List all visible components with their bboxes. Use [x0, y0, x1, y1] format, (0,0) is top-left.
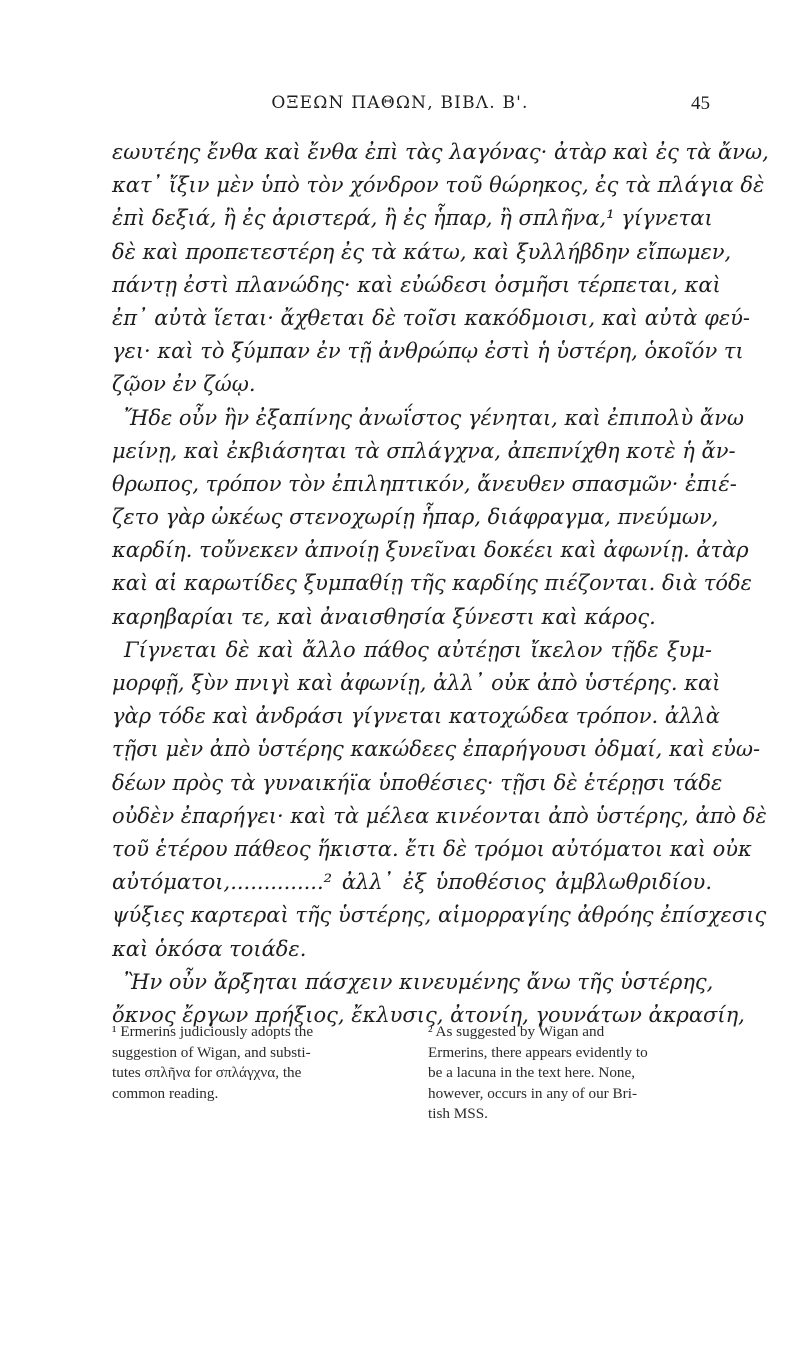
footnote-2	[428, 1022, 713, 1125]
text-line: γει· καὶ τὸ ξύμπαν ἐν τῇ ἀνθρώπῳ ἐστὶ ἡ ὑστέρη, ὁκοῖόν τι	[112, 339, 744, 364]
text-line: ὄκνος ἔργων πρήξιος, ἔκλυσις, ἀτονίη, γουνάτων ἀκρασίη,	[112, 1002, 745, 1027]
footnote-line: Ermerins, there appears evidently to	[428, 1043, 648, 1061]
footnote-line: tish MSS.	[428, 1105, 488, 1122]
text-line: ἐπ᾽ αὐτὰ ἵεται· ἄχθεται δὲ τοῖσι κακόδμοισι, καὶ αὐτὰ φεύ-	[112, 305, 750, 330]
footnote-line: common reading.	[112, 1084, 219, 1102]
footnote-line: suggestion of Wigan, and substi-	[112, 1043, 311, 1061]
text-line: καρηβαρίαι τε, καὶ ἀναισθησία ξύνεστι καὶ κάρος.	[112, 604, 656, 629]
text-line: ζῷον ἐν ζώῳ.	[112, 372, 256, 397]
text-line: Ἢν οὖν ἄρξηται πάσχειν κινευμένης ἄνω τῆς ὑστέρης,	[124, 969, 714, 994]
text-line: αὐτόματοι,..............² ἀλλ᾽ ἐξ ὑποθέσιος ἀμβλωθριδίου.	[112, 870, 712, 895]
text-line: Ἤδε οὖν ἣν ἐξαπίνης ἀνωΐστος γένηται, καὶ ἐπιπολὺ ἄνω	[124, 405, 744, 430]
running-title: ΟΞΕΩΝ ΠΑΘΩΝ, ΒΙΒΛ. Β'.	[271, 93, 529, 113]
footnote-line: however, occurs in any of our Bri-	[428, 1084, 637, 1102]
text-line: οὐδὲν ἐπαρήγει· καὶ τὰ μέλεα κινέονται ἀπὸ ὑστέρης, ἀπὸ δὲ	[112, 803, 767, 828]
text-line: γὰρ τόδε καὶ ἀνδράσι γίγνεται κατοχώδεα τρόπον. ἀλλὰ	[112, 704, 720, 729]
text-line: τοῦ ἑτέρου πάθεος ἥκιστα. ἔτι δὲ τρόμοι αὐτόματοι καὶ οὐκ	[112, 836, 752, 861]
page-number: 45	[691, 93, 710, 114]
text-line: δέων πρὸς τὰ γυναικήϊα ὑποθέσιες· τῇσι δὲ ἑτέρῃσι τάδε	[112, 770, 723, 795]
footnote-line: ¹ Ermerins judiciously adopts the	[112, 1023, 314, 1040]
text-line: Γίγνεται δὲ καὶ ἄλλο πάθος αὐτέῃσι ἴκελον τῇδε ξυμ-	[124, 637, 712, 662]
text-line: θρωπος, τρόπον τὸν ἐπιληπτικόν, ἄνευθεν σπασμῶν· ἐπιέ-	[112, 471, 737, 496]
text-line: ζετο γὰρ ὠκέως στενοχωρίῃ ἧπαρ, διάφραγμα, πνεύμων,	[112, 505, 719, 530]
running-head	[0, 93, 800, 123]
text-line: κατ᾽ ἴξιν μὲν ὑπὸ τὸν χόνδρον τοῦ θώρηκος, ἐς τὰ πλάγια δὲ	[112, 173, 765, 198]
text-line: ἐπὶ δεξιά, ἢ ἐς ἀριστερά, ἢ ἐς ἧπαρ, ἢ σπλῆνα,¹ γίγνεται	[112, 206, 713, 231]
text-line: πάντῃ ἐστὶ πλανώδης· καὶ εὐώδεσι ὀσμῆσι τέρπεται, καὶ	[112, 272, 721, 297]
text-line: δὲ καὶ προπετεστέρη ἐς τὰ κάτω, καὶ ξυλλήβδην εἴπωμεν,	[112, 239, 732, 264]
footnote-line: ² As suggested by Wigan and	[428, 1023, 605, 1040]
footnotes	[112, 1022, 712, 1142]
text-line: καὶ αἱ καρωτίδες ξυμπαθίῃ τῆς καρδίης πιέζονται. διὰ τόδε	[112, 571, 752, 596]
text-line: καρδίη. τοὔνεκεν ἀπνοίῃ ξυνεῖναι δοκέει καὶ ἀφωνίῃ. ἀτὰρ	[112, 538, 749, 563]
text-line: μορφῇ, ξὺν πνιγὶ καὶ ἀφωνίῃ, ἀλλ᾽ οὐκ ἀπὸ ὑστέρης. καὶ	[112, 671, 721, 695]
text-line: εωυτέης ἔνθα καὶ ἔνθα ἐπὶ τὰς λαγόνας· ἀτὰρ καὶ ἐς τὰ ἄνω,	[112, 140, 769, 164]
main-text	[112, 136, 769, 1032]
text-line: καὶ ὁκόσα τοιάδε.	[112, 936, 307, 961]
footnote-1	[112, 1022, 397, 1104]
footnote-line: tutes σπλῆνα for σπλάγχνα, the	[112, 1064, 302, 1081]
text-line: τῇσι μὲν ἀπὸ ὑστέρης κακώδεες ἐπαρήγουσι ὀδμαί, καὶ εὐω-	[112, 737, 761, 762]
text-line: μείνῃ, καὶ ἐκβιάσηται τὰ σπλάγχνα, ἀπεπνίχθη κοτὲ ἡ ἄν-	[112, 438, 736, 463]
text-line: ψύξιες καρτεραὶ τῆς ὑστέρης, αἱμορραγίης ἀθρόης ἐπίσχεσις	[112, 903, 767, 928]
footnote-line: be a lacuna in the text here. None,	[428, 1064, 636, 1081]
